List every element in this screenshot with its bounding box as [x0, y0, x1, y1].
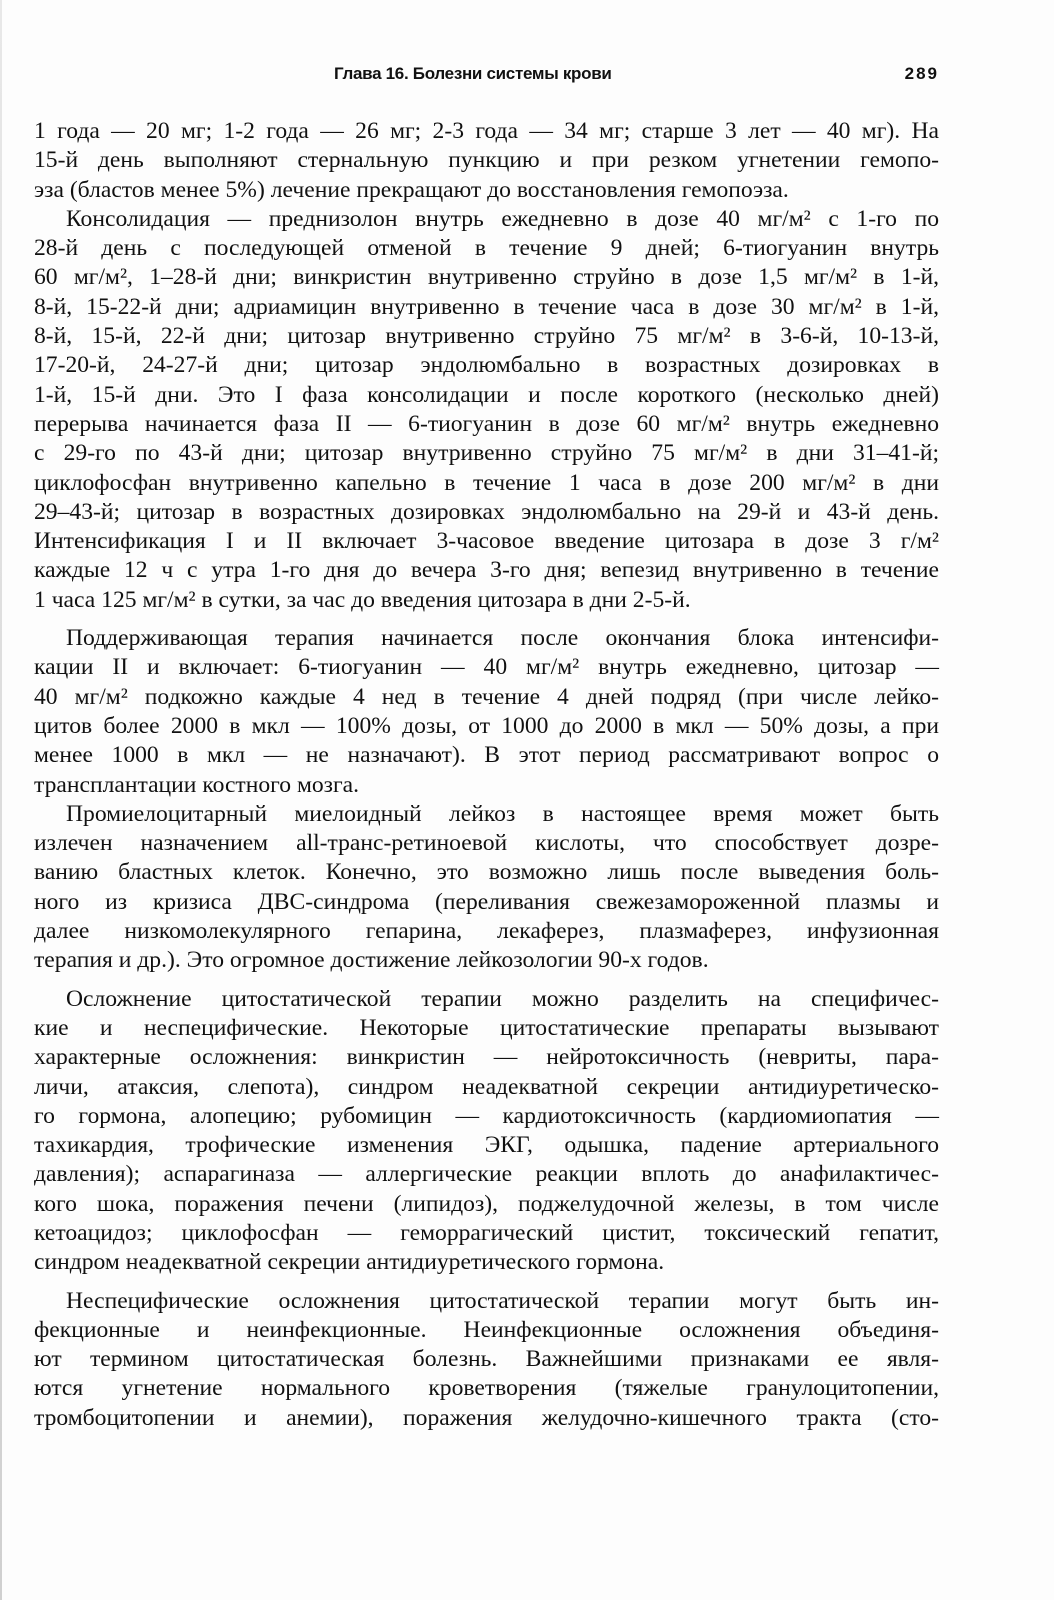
paragraph-consolidation: [34, 205, 939, 615]
page-edge-shadow: [0, 0, 2, 1600]
text-line: далее низкомолекулярного гепарина, лекаферез, плазмаферез, инфузионная: [34, 918, 939, 945]
paragraph-promyelocytic: [34, 800, 939, 976]
text-line: кого шока, поражения печени (липидоз), поджелудочной железы, в том числе: [34, 1190, 939, 1217]
text-line: ванию бластных клеток. Конечно, это возможно лишь после выведения боль-: [34, 859, 939, 886]
text-line: го гормона, алопецию; рубомицин — кардиотоксичность (кардиомиопатия —: [34, 1102, 939, 1129]
text-line: 60 мг/м², 1–28-й дни; винкристин внутривенно струйно в дозе 1,5 мг/м² в 1-й,: [34, 264, 939, 291]
text-line: 1-й, 15-й дни. Это I фаза консолидации и после короткого (несколько дней): [34, 381, 939, 408]
text-line: излечен назначением all-транс-ретиноевой кислоты, что способствует дозре-: [34, 830, 939, 857]
text-line: эза (бластов менее 5%) лечение прекращают до восстановления гемопоэза.: [34, 176, 789, 203]
text-line: давления); аспарагиназа — аллергические реакции вплоть до анафилактичес-: [34, 1161, 939, 1188]
running-header: [34, 64, 939, 90]
text-line: Поддерживающая терапия начинается после окончания блока интенсифи-: [66, 625, 939, 652]
text-line: 40 мг/м² подкожно каждые 4 нед в течение 4 дней подряд (при числе лейко-: [34, 683, 939, 710]
text-line: 1 часа 125 мг/м² в сутки, за час до введения цитозара в дни 2-5-й.: [34, 586, 691, 613]
text-line: 8-й, 15-22-й дни; адриамицин внутривенно в течение часа в дозе 30 мг/м² в 1-й,: [34, 293, 939, 320]
text-line: Промиелоцитарный миелоидный лейкоз в настоящее время может быть: [66, 800, 939, 827]
text-line: ются угнетение нормального кроветворения (тяжелые гранулоцитопении,: [34, 1375, 939, 1402]
text-line: цитов более 2000 в мкл — 100% дозы, от 1000 до 2000 в мкл — 50% дозы, а при: [34, 712, 939, 739]
text-line: Осложнение цитостатической терапии можно разделить на специфичес-: [66, 985, 939, 1012]
text-line: каждые 12 ч с утра 1-го дня до вечера 3-го дня; вепезид внутривенно в течение: [34, 557, 939, 584]
text-line: характерные осложнения: винкристин — нейротоксичность (невриты, пара-: [34, 1044, 939, 1071]
text-line: ют термином цитостатическая болезнь. Важнейшими признаками ее явля-: [34, 1346, 939, 1373]
text-line: Неспецифические осложнения цитостатической терапии могут быть ин-: [66, 1287, 939, 1314]
body-text: [34, 117, 939, 1433]
text-line: перерыва начинается фаза II — 6-тиогуанин в дозе 60 мг/м² внутрь ежедневно: [34, 410, 939, 437]
text-line: 28-й день с последующей отменой в течение 9 дней; 6-тиогуанин внутрь: [34, 235, 939, 262]
paragraph-complications: [34, 985, 939, 1278]
text-line: тахикардия, трофические изменения ЭКГ, одышка, падение артериального: [34, 1132, 939, 1159]
text-line: кетоацидоз; циклофосфан — геморрагический цистит, токсический гепатит,: [34, 1219, 939, 1246]
text-line: кации II и включает: 6-тиогуанин — 40 мг/м² внутрь ежедневно, цитозар —: [34, 654, 939, 681]
paragraph-nonspecific: [34, 1287, 939, 1433]
text-line: ного из кризиса ДВС-синдрома (переливания свежезамороженной плазмы и: [34, 888, 939, 915]
text-line: фекционные и неинфекционные. Неинфекционные осложнения объединя-: [34, 1316, 939, 1343]
text-line: Интенсификация I и II включает 3-часовое введение цитозара в дозе 3 г/м²: [34, 528, 939, 555]
text-line: синдром неадекватной секреции антидиуретического гормона.: [34, 1249, 665, 1276]
text-line: 1 года — 20 мг; 1-2 года — 26 мг; 2-3 года — 34 мг; старше 3 лет — 40 мг). На: [34, 118, 939, 144]
page-number: 289: [904, 64, 939, 83]
text-line: кие и неспецифические. Некоторые цитостатические препараты вызывают: [34, 1014, 939, 1041]
text-line: Консолидация — преднизолон внутрь ежедневно в дозе 40 мг/м² с 1-го по: [66, 205, 939, 232]
text-line: тромбоцитопении и анемии), поражения желудочно-кишечного тракта (сто-: [34, 1404, 939, 1431]
text-line: 15-й день выполняют стернальную пункцию и при резком угнетении гемопо-: [34, 147, 939, 174]
text-line: циклофосфан внутривенно капельно в течение 1 часа в дозе 200 мг/м² в дни: [34, 469, 939, 496]
text-line: с 29-го по 43-й дни; цитозар внутривенно струйно 75 мг/м² в дни 31–41-й;: [34, 440, 939, 467]
paragraph-maintenance: [34, 624, 939, 800]
text-line: менее 1000 в мкл — не назначают). В этот период рассматривают вопрос о: [34, 742, 939, 769]
chapter-title: Глава 16. Болезни системы крови: [334, 64, 612, 83]
text-line: трансплантации костного мозга.: [34, 771, 360, 798]
text-line: личи, атаксия, слепота), синдром неадекватной секреции антидиуретическо-: [34, 1073, 939, 1100]
text-line: 29–43-й; цитозар в возрастных дозировках эндолюмбально на 29-й и 43-й день.: [34, 498, 939, 525]
text-line: терапия и др.). Это огромное достижение лейкозологии 90-х годов.: [34, 947, 709, 974]
paragraph-induction-continued: [34, 117, 939, 205]
text-line: 17-20-й, 24-27-й дни; цитозар эндолюмбально в возрастных дозировках в: [34, 352, 939, 379]
text-line: 8-й, 15-й, 22-й дни; цитозар внутривенно струйно 75 мг/м² в 3-6-й, 10-13-й,: [34, 323, 939, 350]
